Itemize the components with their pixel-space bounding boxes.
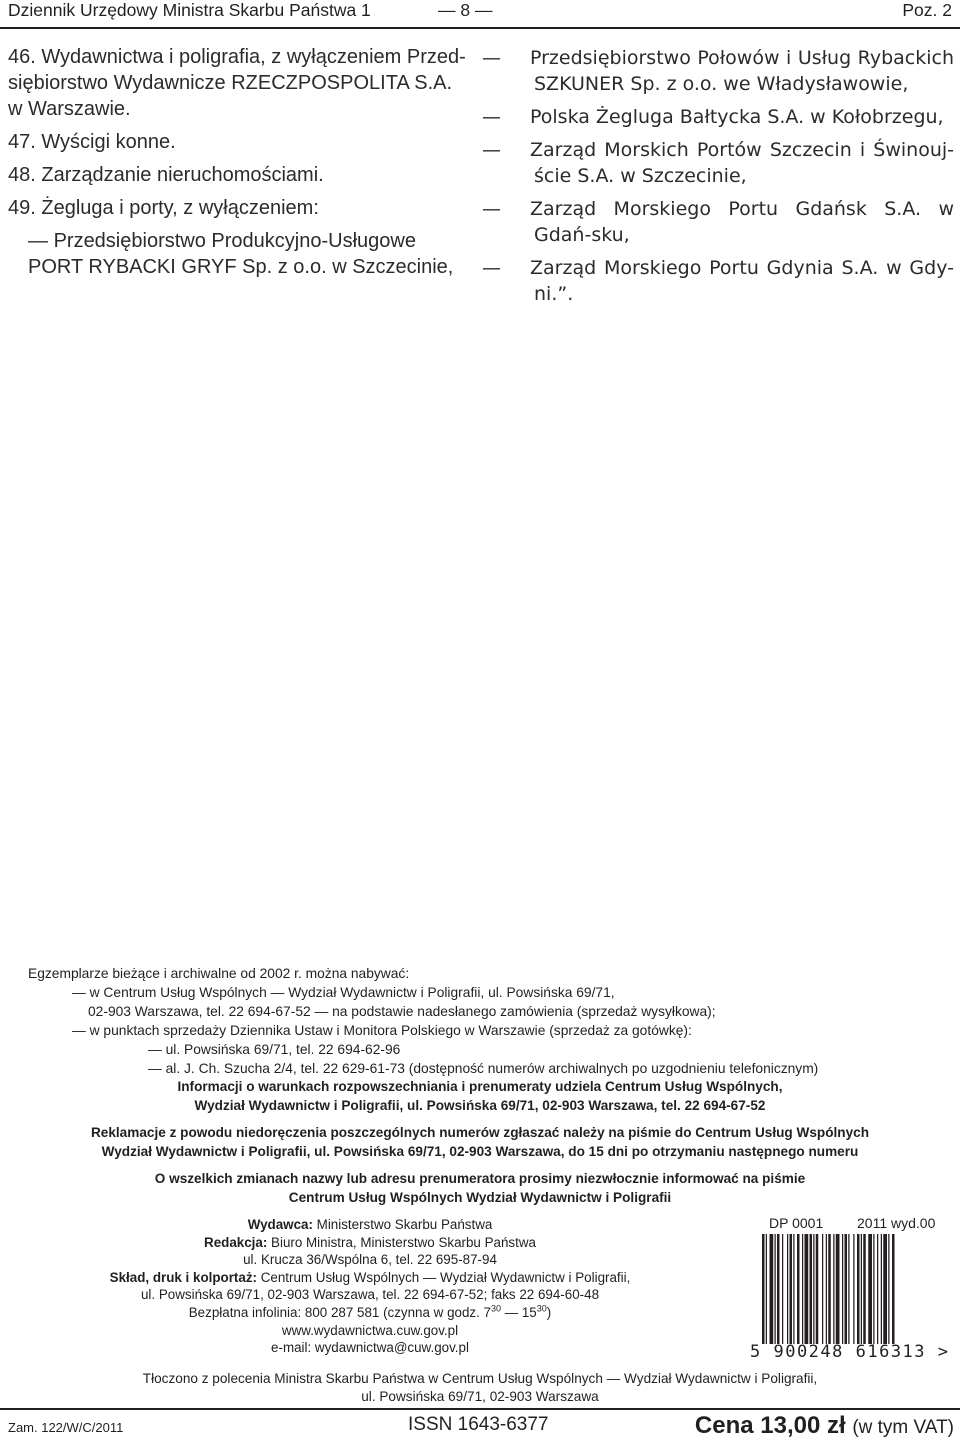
- barcode-bar: [797, 1234, 800, 1344]
- dash-mark: —: [28, 230, 48, 252]
- barcode-bar: [888, 1234, 889, 1344]
- barcode-bar: [873, 1234, 874, 1344]
- sub-item-text: Zarząd Morskiego Portu Gdynia S.A. w Gdy-ni.”.: [530, 257, 954, 305]
- editorial-address: ul. Krucza 36/Wspólna 6, tel. 22 695-87-94: [243, 1252, 497, 1268]
- barcode-bar: [816, 1234, 819, 1344]
- helpline-text: Bezpłatna infolinia: 800 287 581 (czynna w godz. 7: [188, 1304, 491, 1320]
- info-line: 02-903 Warszawa, tel. 22 694-67-52 — na podstawie nadesłanego zamówienia (sprzedaż wysyłkowa);: [88, 1004, 716, 1019]
- sub-item-szkuner: [482, 45, 954, 97]
- print-address: ul. Powsińska 69/71, 02-903 Warszawa, tel. 22 694-67-52; faks 22 694-60-48: [140, 1287, 600, 1303]
- sub-item-zmp-gdynia: [482, 255, 954, 307]
- barcode-bar: [868, 1234, 872, 1344]
- barcode-bar: [826, 1234, 827, 1344]
- barcode-bar: [813, 1234, 814, 1344]
- sub-item-port-rybacki: [8, 228, 470, 280]
- notice-line: O wszelkich zmianach nazwy lub adresu prenumeratora prosimy niezwłocznie informować na piśmie: [154, 1171, 806, 1186]
- order-number: Zam. 122/W/C/2011: [8, 1420, 124, 1435]
- barcode-bar: [766, 1234, 767, 1344]
- barcode-bar: [782, 1234, 783, 1344]
- dash-mark: —: [482, 106, 501, 128]
- barcode-bar: [833, 1234, 834, 1344]
- info-line: — ul. Powsińska 69/71, tel. 22 694-62-96: [148, 1042, 401, 1057]
- barcode-bar: [810, 1234, 813, 1344]
- helpline: [40, 1304, 700, 1322]
- info-line: Egzemplarze bieżące i archiwalne od 2002 r. można nabywać:: [28, 966, 410, 981]
- website-link[interactable]: www.wydawnictwa.cuw.gov.pl: [281, 1322, 459, 1338]
- dash-mark: —: [482, 139, 501, 161]
- helpline-end: ): [546, 1304, 552, 1320]
- barcode-bar: [848, 1234, 849, 1344]
- subscription-notice: [0, 1078, 960, 1115]
- price-vat: (w tym VAT): [852, 1417, 954, 1438]
- barcode-bar: [787, 1234, 788, 1344]
- purchase-info: [28, 964, 938, 1078]
- price-value: Cena 13,00 zł: [694, 1412, 846, 1439]
- left-column: [8, 44, 470, 287]
- barcode-bar: [802, 1234, 803, 1344]
- right-column: [482, 44, 954, 314]
- list-item-48: 48. Zarządzanie nieruchomościami.: [8, 164, 324, 186]
- printed-line: Tłoczono z polecenia Ministra Skarbu Państwa w Centrum Usług Wspólnych — Wydział Wydawnictw i Poligrafii,: [142, 1371, 818, 1386]
- barcode-bar: [770, 1234, 774, 1344]
- list-item-46: 46. Wydawnictwa i poligrafia, z wyłączeniem Przed-siębiorstwo Wydawnicze RZECZPOSPOLITA S.A. w Warszawie.: [8, 46, 466, 120]
- print-name: Centrum Usług Wspólnych — Wydział Wydawnictw i Poligrafii,: [260, 1269, 631, 1285]
- publisher-name: Ministerstwo Skarbu Państwa: [316, 1217, 493, 1232]
- sub-item-zmp-szczecin: [482, 137, 954, 189]
- notice-line: Informacji o warunkach rozpowszechniania i prenumeraty udziela Centrum Usług Wspólnych,: [177, 1079, 783, 1094]
- info-line: — w punktach sprzedaży Dziennika Ustaw i Monitora Polskiego w Warszawie (sprzedaż za gotówkę):: [72, 1023, 692, 1038]
- barcode-bar: [805, 1234, 809, 1344]
- barcode-bar: [790, 1234, 793, 1344]
- info-line: — w Centrum Usług Wspólnych — Wydział Wydawnictw i Poligrafii, ul. Powsińska 69/71,: [72, 985, 615, 1000]
- barcode-header: [769, 1215, 939, 1231]
- journal-title: Dziennik Urzędowy Ministra Skarbu Państwa 1: [8, 0, 371, 20]
- hour-sup: 30: [491, 1303, 502, 1314]
- publisher-block: [40, 1216, 700, 1357]
- barcode-bar: [853, 1234, 854, 1344]
- sub-item-text: Zarząd Morskich Portów Szczecin i Świnouj-ście S.A. w Szczecinie,: [530, 139, 954, 187]
- sub-item-pzb: [482, 104, 954, 130]
- hour-sup: 30: [536, 1303, 547, 1314]
- sub-item-text: Zarząd Morskiego Portu Gdańsk S.A. w Gdań-sku,: [530, 198, 954, 246]
- barcode-bar: [793, 1234, 794, 1344]
- notice-line: Wydział Wydawnictw i Poligrafii, ul. Powsińska 69/71, 02-903 Warszawa, tel. 22 694-67-52: [194, 1097, 766, 1113]
- complaints-notice: [0, 1124, 960, 1161]
- barcode-bar: [775, 1234, 776, 1344]
- barcode-edition: 2011 wyd.00: [857, 1215, 936, 1231]
- info-line: — al. J. Ch. Szucha 2/4, tel. 22 629-61-73 (dostępność numerów archiwalnych po uzgodnieniu telefonicznym): [148, 1061, 819, 1076]
- barcode-bar: [863, 1234, 866, 1344]
- issn: ISSN 1643-6377: [408, 1414, 549, 1435]
- list-item-47: 47. Wyścigi konne.: [8, 131, 176, 153]
- barcode-bar: [842, 1234, 843, 1344]
- page-header: [0, 0, 960, 26]
- barcode-bar: [822, 1234, 823, 1344]
- barcode-bar: [877, 1234, 878, 1344]
- header-rule: [0, 27, 960, 29]
- print-label: Skład, druk i kolportaż:: [109, 1269, 257, 1285]
- barcode-bar: [828, 1234, 831, 1344]
- notice-line: Wydział Wydawnictw i Poligrafii, ul. Powsińska 69/71, 02-903 Warszawa, do 15 dni po otrzymaniu następnego numeru: [101, 1143, 859, 1159]
- dash-mark: —: [482, 257, 501, 279]
- helpline-mid: — 15: [501, 1304, 537, 1320]
- sub-item-zmp-gdansk: [482, 196, 954, 248]
- printed-line: ul. Powsińska 69/71, 02-903 Warszawa: [361, 1389, 599, 1404]
- barcode-bar: [892, 1234, 895, 1344]
- barcode-bar: [836, 1234, 840, 1344]
- dash-mark: —: [482, 198, 501, 220]
- barcode-bar: [777, 1234, 780, 1344]
- barcode-bar: [881, 1234, 882, 1344]
- sub-item-text: Przedsiębiorstwo Produkcyjno-Usługowe PORT RYBACKI GRYF Sp. z o.o. w Szczecinie,: [28, 230, 454, 278]
- list-item-49: 49. Żegluga i porty, z wyłączeniem:: [8, 197, 319, 219]
- page-number: — 8 —: [438, 0, 493, 20]
- sub-item-text: Polska Żegluga Bałtycka S.A. w Kołobrzegu,: [530, 106, 944, 128]
- editorial-label: Redakcja:: [204, 1234, 268, 1250]
- sub-item-text: Przedsiębiorstwo Połowów i Usług Rybackich SZKUNER Sp. z o.o. we Władysławowie,: [530, 47, 954, 95]
- barcode-bar: [883, 1234, 887, 1344]
- barcode-bar: [762, 1234, 765, 1344]
- barcode-bar: [845, 1234, 848, 1344]
- barcode-code: DP 0001: [769, 1215, 824, 1231]
- barcode-bar: [861, 1234, 862, 1344]
- notice-line: Centrum Usług Wspólnych Wydział Wydawnictw i Poligrafii: [288, 1189, 672, 1205]
- printed-by: [0, 1370, 960, 1406]
- barcode-bar: [857, 1234, 860, 1344]
- footer-rule: [0, 1408, 960, 1410]
- barcode-image: [760, 1234, 938, 1344]
- address-change-notice: [0, 1170, 960, 1207]
- email-link[interactable]: e-mail: wydawnictwa@cuw.gov.pl: [271, 1340, 469, 1356]
- position-number: Poz. 2: [902, 0, 952, 20]
- barcode-digits: 5 900248 616313 >: [750, 1342, 950, 1362]
- dash-mark: —: [482, 47, 501, 69]
- editorial-name: Biuro Ministra, Ministerstwo Skarbu Państwa: [271, 1234, 536, 1250]
- notice-line: Reklamacje z powodu niedoręczenia poszczególnych numerów zgłaszać należy na piśmie do Centrum Usług Wspólnych: [90, 1125, 870, 1140]
- price: [695, 1412, 954, 1440]
- publisher-label: Wydawca:: [247, 1217, 313, 1232]
